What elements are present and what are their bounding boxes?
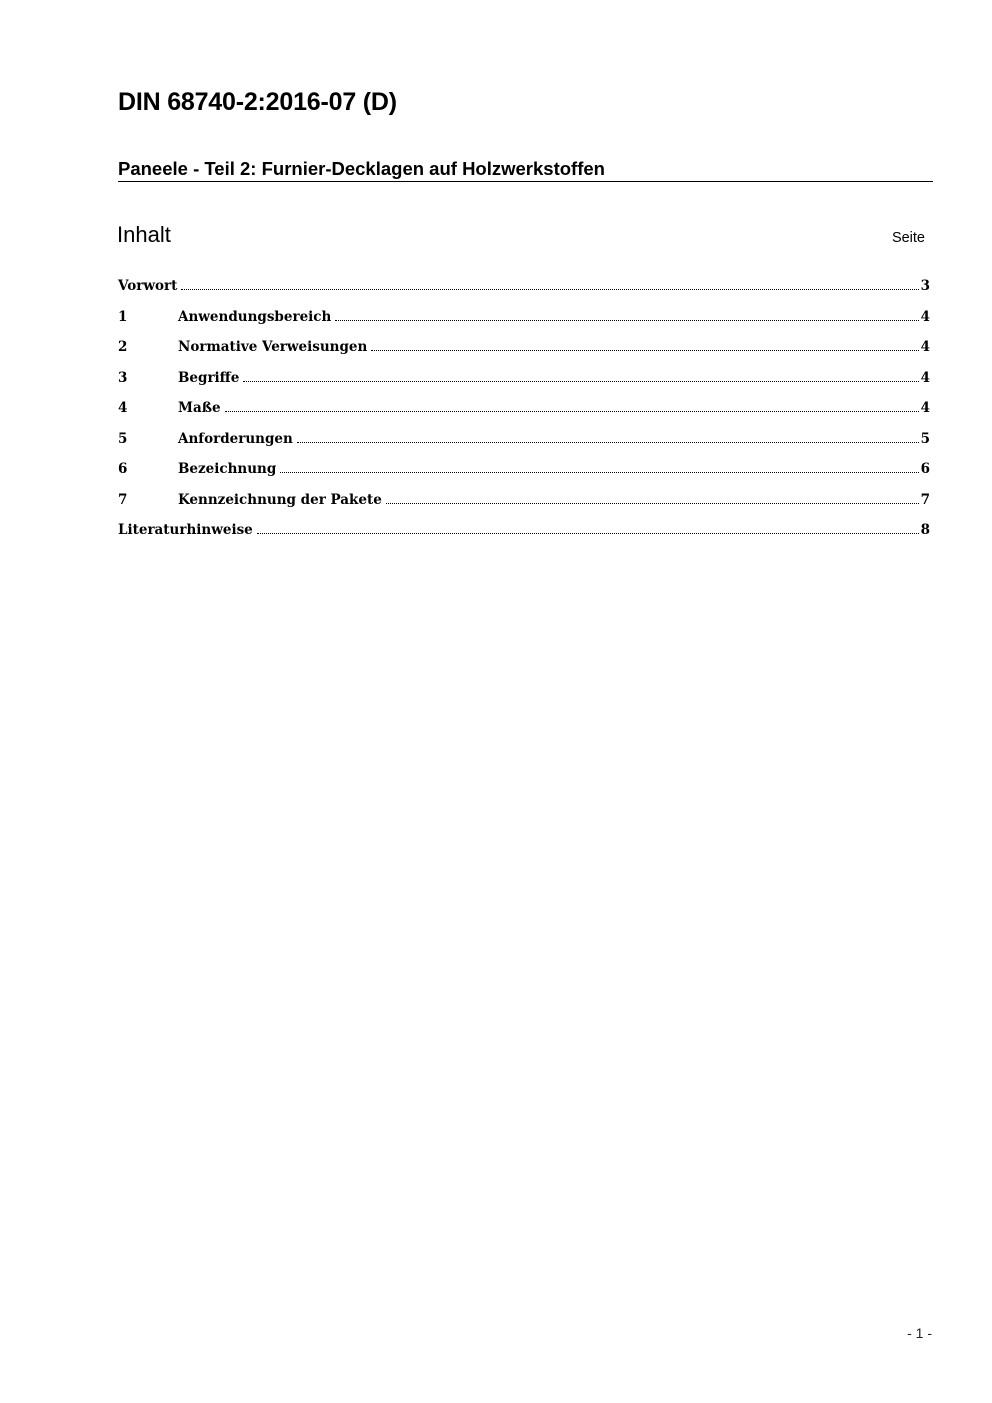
toc-entry-number: 5 (118, 430, 128, 447)
toc-entry-literaturhinweise[interactable] (118, 522, 930, 553)
toc-entry-masse[interactable] (118, 400, 930, 431)
toc-dot-leader (371, 347, 918, 351)
page-number: - 1 - (907, 1325, 932, 1341)
toc-dot-leader (297, 439, 919, 443)
toc-entry-title: Normative Verweisungen (178, 339, 368, 355)
document-subtitle: Paneele - Teil 2: Furnier-Decklagen auf Holzwerkstoffen (118, 158, 933, 182)
toc-dot-leader (257, 530, 919, 534)
toc-entry-begriffe[interactable] (118, 370, 930, 401)
toc-dot-leader (335, 317, 918, 321)
toc-dot-leader (243, 378, 918, 382)
toc-entry-page: 4 (920, 308, 930, 325)
toc-entry-normative-verweisungen[interactable] (118, 339, 930, 370)
toc-entry-number: 3 (118, 369, 128, 386)
toc-entry-number: 2 (118, 339, 128, 355)
toc-entry-page: 6 (920, 461, 930, 477)
toc-entry-page: 4 (920, 339, 930, 355)
toc-dot-leader (181, 286, 918, 290)
toc-entry-anwendungsbereich[interactable] (118, 309, 930, 340)
toc-entry-title: Begriffe (178, 369, 240, 386)
document-title: DIN 68740-2:2016-07 (D) (118, 88, 397, 116)
toc-entry-title: Kennzeichnung der Pakete (178, 491, 382, 508)
toc-entry-title: Maße (178, 400, 221, 416)
toc-entry-page: 8 (920, 522, 930, 538)
toc-entry-page: 3 (920, 278, 930, 294)
toc-entry-title: Literaturhinweise (118, 522, 253, 538)
toc-entry-number: 1 (118, 308, 128, 325)
toc-entry-kennzeichnung[interactable] (118, 492, 930, 523)
toc-entry-bezeichnung[interactable] (118, 461, 930, 492)
toc-entry-page: 5 (920, 430, 930, 447)
toc-dot-leader (280, 469, 918, 473)
toc-entry-page: 7 (920, 491, 930, 508)
toc-dot-leader (225, 408, 919, 412)
toc-entry-page: 4 (920, 369, 930, 386)
toc-entry-title: Vorwort (118, 278, 178, 294)
toc-page-label: Seite (891, 230, 925, 246)
toc-entry-page: 4 (920, 400, 930, 416)
toc-heading: Inhalt (117, 222, 171, 247)
toc-entry-title: Bezeichnung (178, 461, 277, 477)
toc-dot-leader (386, 500, 919, 504)
toc-entry-vorwort[interactable] (118, 278, 930, 309)
table-of-contents (118, 278, 930, 553)
toc-entry-anforderungen[interactable] (118, 431, 930, 462)
toc-entry-number: 7 (118, 491, 128, 508)
toc-entry-title: Anforderungen (178, 430, 293, 447)
toc-entry-number: 4 (118, 400, 128, 416)
toc-entry-title: Anwendungsbereich (178, 308, 332, 325)
toc-entry-number: 6 (118, 461, 128, 477)
